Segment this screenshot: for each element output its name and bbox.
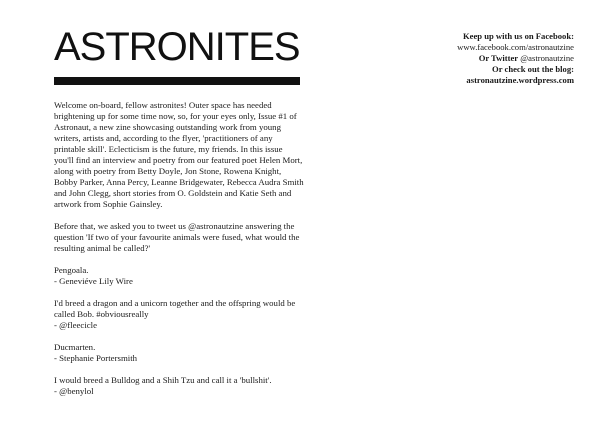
facebook-link[interactable]: www.facebook.com/astronautzine bbox=[457, 42, 574, 52]
twitter-line bbox=[374, 53, 574, 64]
response-item bbox=[54, 342, 304, 364]
response-item bbox=[54, 298, 304, 331]
response-author: - @fleecicle bbox=[54, 320, 98, 330]
question-paragraph: Before that, we asked you to tweet us @astronautzine answering the question 'If two of your favourite animals were fused, what would the resulting animal be called?' bbox=[54, 221, 300, 253]
social-links bbox=[374, 31, 574, 86]
intro-paragraph: Welcome on-board, fellow astronites! Outer space has needed brightening up for some time now, so, for your eyes only, Issue #1 of Astronaut, a new zine showcasing outstanding work from young writers, artists and, according to the flyer, 'practitioners of any printable skill'. Eclecticism is the future, my friends. In this issue you'll find an interview and poetry from our featured poet Helen Mort, along with poetry from Betty Doyle, Jon Stone, Rowena Knight, Bobby Parker, Anna Percy, Leanne Bridgewater, Rebecca Audra Smith and John Clegg, short stories from O. Goldstein and Katie Seth and artwork from Sophie Gainsley. bbox=[54, 100, 304, 209]
blog-heading: Or check out the blog: bbox=[492, 64, 574, 74]
response-item bbox=[54, 265, 304, 287]
blog-link[interactable]: astronautzine.wordpress.com bbox=[466, 75, 574, 85]
response-item bbox=[54, 375, 304, 397]
twitter-label: Or Twitter bbox=[478, 53, 519, 63]
title-underline-rule bbox=[54, 77, 300, 85]
page-title: ASTRONITES bbox=[54, 25, 300, 69]
response-author: - @benylol bbox=[54, 386, 94, 396]
twitter-handle-link[interactable]: @astronautzine bbox=[520, 53, 574, 63]
facebook-heading: Keep up with us on Facebook: bbox=[462, 31, 574, 41]
response-author: - Geneviéve Lily Wire bbox=[54, 276, 133, 286]
response-answer: Pengoala. bbox=[54, 265, 89, 275]
response-answer: I would breed a Bulldog and a Shih Tzu and call it a 'bullshit'. bbox=[54, 375, 272, 385]
response-answer: Ducmarten. bbox=[54, 342, 96, 352]
masthead bbox=[54, 24, 300, 70]
editorial-body bbox=[54, 100, 304, 408]
response-author: - Stephanie Portersmith bbox=[54, 353, 138, 363]
response-answer: I'd breed a dragon and a unicorn together and the offspring would be called Bob. #obviousreally bbox=[54, 298, 296, 319]
